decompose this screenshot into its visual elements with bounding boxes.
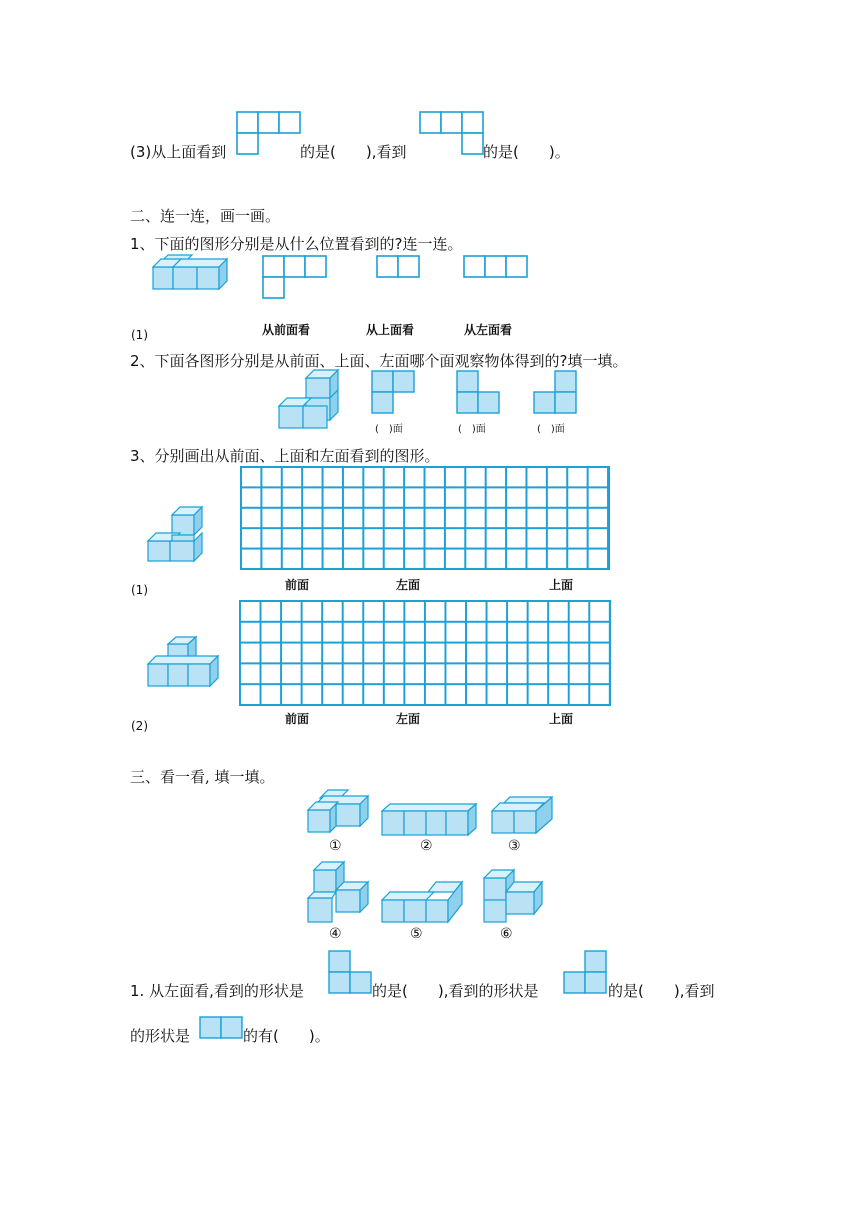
grid1-label-left: 左面: [396, 578, 421, 592]
cube-stack-icon: [306, 788, 370, 836]
view-fill-3: [533, 370, 579, 416]
q3-middle: 的是( ),看到: [300, 143, 407, 161]
grid2-label-front: 前面: [285, 712, 310, 726]
q3-suffix: 的是( )。: [483, 143, 570, 161]
cube-stack-icon: [380, 880, 466, 924]
shape-label-6: ⑥: [500, 926, 513, 942]
s3q1-part5: 的有( )。: [243, 1027, 330, 1045]
section3-title: 三、看一看, 填一填。: [130, 768, 275, 786]
grid2-label-top: 上面: [549, 712, 574, 726]
top-view-shape-a: [236, 111, 302, 155]
blank-1[interactable]: ( )面: [375, 424, 403, 435]
s3q1-part3: 的是( ),看到: [608, 982, 715, 1000]
cube-stack-icon: [490, 795, 554, 837]
view-fill-6: [199, 1016, 245, 1040]
s3q1-part1: 1. 从左面看,看到的形状是: [130, 982, 304, 1000]
shape-label-3: ③: [508, 838, 521, 854]
q3-prefix: (3)从上面看到: [130, 143, 227, 161]
cube-stack-icon: [146, 636, 226, 690]
s3q1-part2: 的是( ),看到的形状是: [372, 982, 539, 1000]
shape-label-1: ①: [329, 838, 342, 854]
shape-label-4: ④: [329, 926, 342, 942]
view-fill-5: [563, 950, 609, 996]
shape-label-2: ②: [420, 838, 433, 854]
cube-stack-icon: [150, 253, 230, 293]
item1-num: (1): [131, 328, 148, 342]
part2-num: (2): [131, 719, 148, 733]
section2-item2-text: 2、下面各图形分别是从前面、上面、左面哪个面观察物体得到的?填一填。: [130, 352, 628, 370]
view-fill-4: [328, 950, 374, 996]
cube-stack-icon: [306, 860, 370, 924]
blank-3[interactable]: ( )面: [537, 424, 565, 435]
cube-stack-icon: [146, 505, 206, 565]
drawing-grid-1[interactable]: [240, 466, 610, 570]
section2-title: 二、连一连，画一画。: [130, 207, 281, 225]
shape-label-5: ⑤: [410, 926, 423, 942]
drawing-grid-2[interactable]: [239, 600, 611, 706]
label-top: 从上面看: [366, 323, 415, 337]
top-view-shape-b: [419, 111, 485, 155]
section2-item3-text: 3、分别画出从前面、上面和左面看到的图形。: [130, 447, 440, 465]
grid2-label-left: 左面: [396, 712, 421, 726]
cube-stack-icon: [482, 868, 546, 924]
view-fill-2: [456, 370, 502, 416]
grid1-label-top: 上面: [549, 578, 574, 592]
grid1-label-front: 前面: [285, 578, 310, 592]
part1-num: (1): [131, 583, 148, 597]
section2-item1-text: 1、下面的图形分别是从什么位置看到的?连一连。: [130, 235, 463, 253]
view-shape-3: [463, 255, 529, 279]
cube-stack-icon: [276, 368, 340, 432]
blank-2[interactable]: ( )面: [458, 424, 486, 435]
view-fill-1: [371, 370, 417, 416]
view-shape-1: [262, 255, 326, 299]
s3q1-part4: 的形状是: [130, 1027, 191, 1045]
label-front: 从前面看: [262, 323, 311, 337]
label-left: 从左面看: [464, 323, 513, 337]
view-shape-2: [376, 255, 420, 279]
cube-stack-icon: [380, 803, 480, 837]
